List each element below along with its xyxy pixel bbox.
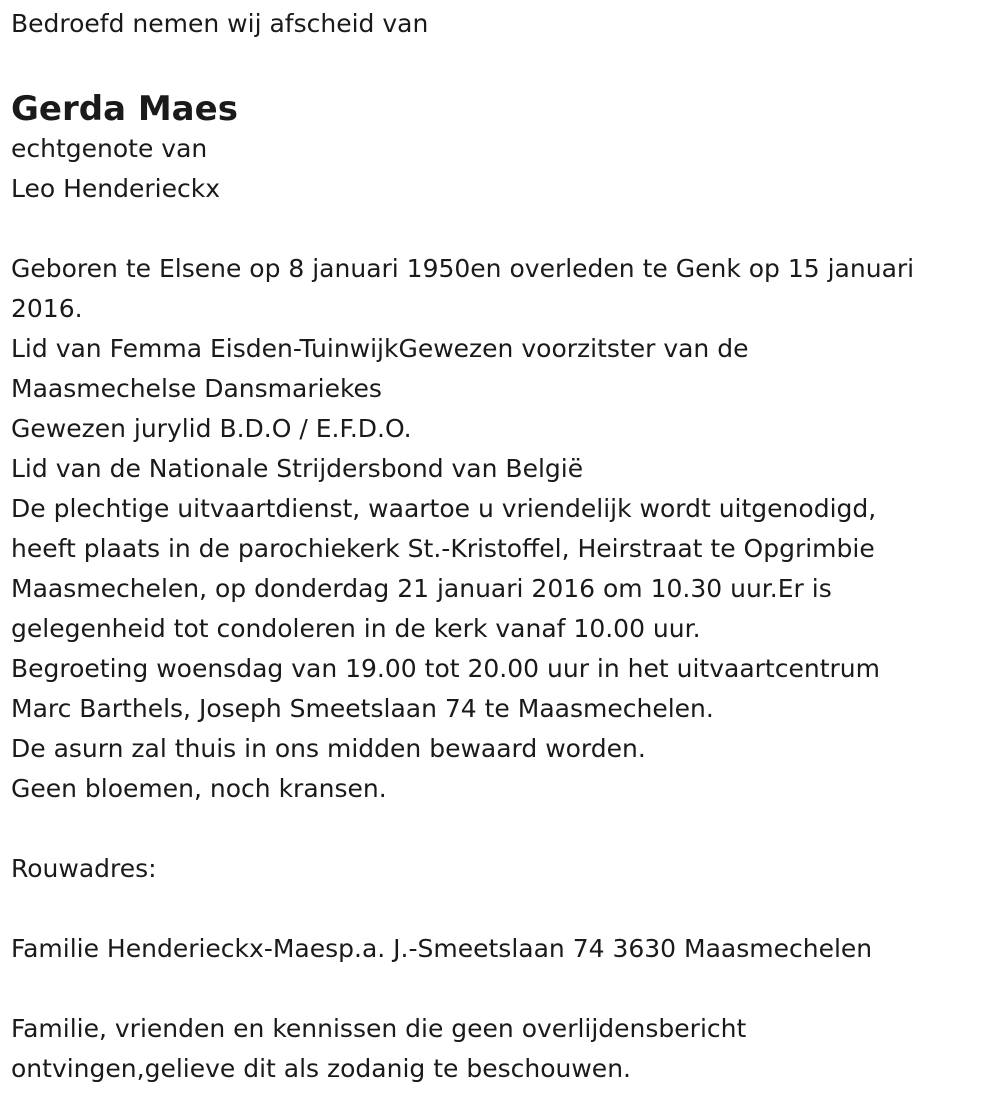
address-label: Rouwadres: bbox=[11, 854, 157, 883]
mourning-address: Familie Henderieckx-Maesp.a. J.-Smeetslaan 74 3630 Maasmechelen bbox=[11, 934, 873, 963]
body-line: heeft plaats in de parochiekerk St.-Kristoffel, Heirstraat te Opgrimbie bbox=[11, 534, 875, 563]
body-line: De plechtige uitvaartdienst, waartoe u vriendelijk wordt uitgenodigd, bbox=[11, 494, 877, 523]
deceased-name: Gerda Maes bbox=[11, 89, 238, 129]
body-line: Marc Barthels, Joseph Smeetslaan 74 te Maasmechelen. bbox=[11, 694, 714, 723]
spacer bbox=[11, 889, 991, 929]
body-line: Geen bloemen, noch kransen. bbox=[11, 774, 387, 803]
closing-line: Familie, vrienden en kennissen die geen overlijdensbericht bbox=[11, 1014, 747, 1043]
spacer bbox=[11, 809, 991, 849]
spacer bbox=[11, 209, 991, 249]
body-line: Lid van Femma Eisden-TuinwijkGewezen voorzitster van de bbox=[11, 334, 749, 363]
body-line: 2016. bbox=[11, 294, 83, 323]
body-line: gelegenheid tot condoleren in de kerk vanaf 10.00 uur. bbox=[11, 614, 701, 643]
spouse-name: Leo Henderieckx bbox=[11, 174, 221, 203]
closing-note bbox=[11, 1009, 991, 1089]
body-line: Geboren te Elsene op 8 januari 1950en overleden te Genk op 15 januari bbox=[11, 254, 915, 283]
closing-line: ontvingen,gelieve dit als zodanig te beschouwen. bbox=[11, 1054, 631, 1083]
obituary-notice bbox=[11, 0, 991, 1089]
relation-text: echtgenote van bbox=[11, 134, 208, 163]
body-line: De asurn zal thuis in ons midden bewaard worden. bbox=[11, 734, 646, 763]
body-line: Maasmechelen, op donderdag 21 januari 2016 om 10.30 uur.Er is bbox=[11, 574, 832, 603]
body-line: Lid van de Nationale Strijdersbond van België bbox=[11, 454, 584, 483]
body-line: Begroeting woensdag van 19.00 tot 20.00 uur in het uitvaartcentrum bbox=[11, 654, 880, 683]
spacer bbox=[11, 969, 991, 1009]
intro-text: Bedroefd nemen wij afscheid van bbox=[11, 9, 429, 38]
notice-body bbox=[11, 249, 991, 809]
body-line: Maasmechelse Dansmariekes bbox=[11, 374, 382, 403]
body-line: Gewezen jurylid B.D.O / E.F.D.O. bbox=[11, 414, 412, 443]
